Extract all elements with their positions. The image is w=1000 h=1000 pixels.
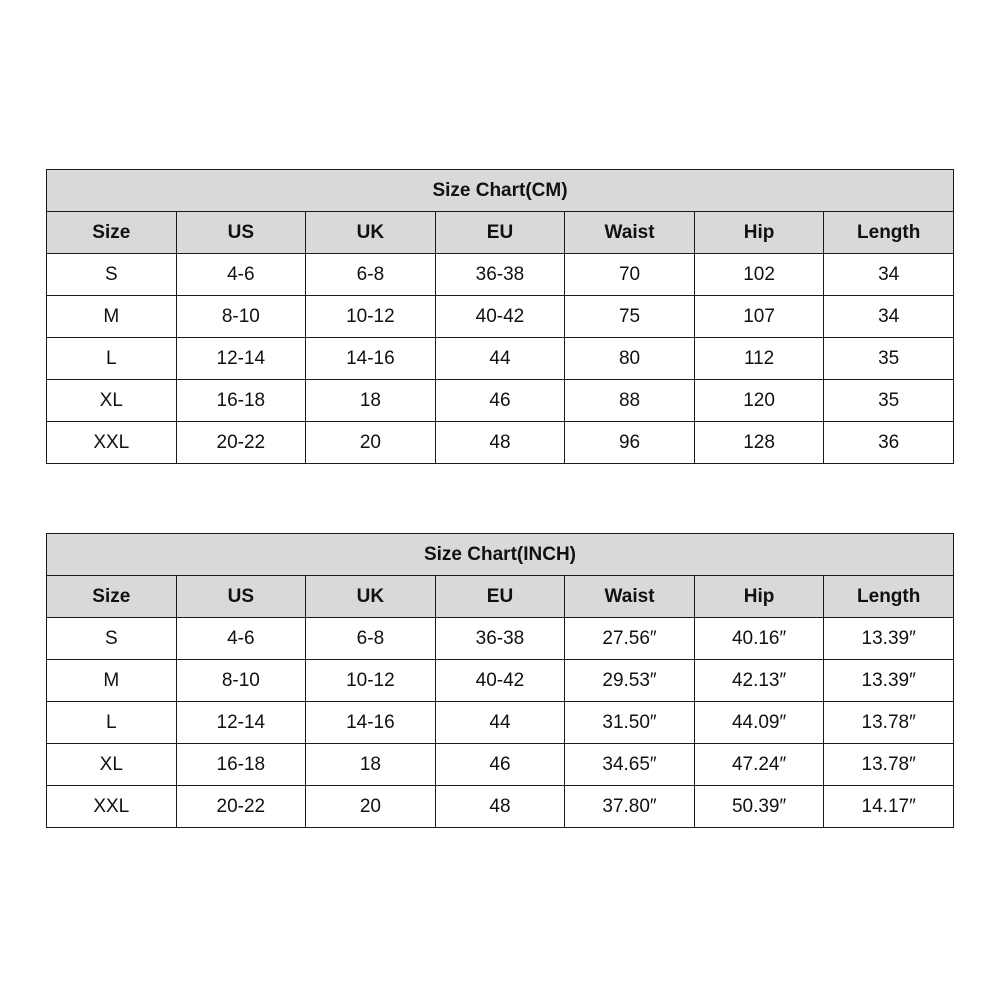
table-title: Size Chart(INCH) bbox=[47, 534, 954, 576]
table-cell-size: XXL bbox=[47, 786, 177, 828]
column-header-eu: EU bbox=[435, 212, 565, 254]
table-row bbox=[47, 422, 954, 464]
table-title-row bbox=[47, 534, 954, 576]
column-header-length: Length bbox=[824, 212, 954, 254]
table-cell-uk: 14-16 bbox=[306, 702, 436, 744]
table-cell-waist: 88 bbox=[565, 380, 695, 422]
table-header-row bbox=[47, 212, 954, 254]
column-header-uk: UK bbox=[306, 212, 436, 254]
size-chart-cm-table bbox=[46, 169, 954, 464]
table-cell-us: 16-18 bbox=[176, 380, 306, 422]
table-cell-hip: 40.16″ bbox=[694, 618, 824, 660]
table-cell-length: 13.39″ bbox=[824, 618, 954, 660]
column-header-eu: EU bbox=[435, 576, 565, 618]
table-header-row bbox=[47, 576, 954, 618]
column-header-size: Size bbox=[47, 576, 177, 618]
table-cell-us: 20-22 bbox=[176, 422, 306, 464]
table-cell-hip: 42.13″ bbox=[694, 660, 824, 702]
table-cell-waist: 70 bbox=[565, 254, 695, 296]
table-cell-size: S bbox=[47, 618, 177, 660]
column-header-hip: Hip bbox=[694, 212, 824, 254]
table-cell-waist: 80 bbox=[565, 338, 695, 380]
table-title-row bbox=[47, 170, 954, 212]
table-cell-length: 13.39″ bbox=[824, 660, 954, 702]
table-cell-uk: 18 bbox=[306, 380, 436, 422]
table-cell-waist: 27.56″ bbox=[565, 618, 695, 660]
column-header-uk: UK bbox=[306, 576, 436, 618]
table-cell-length: 36 bbox=[824, 422, 954, 464]
table-cell-hip: 128 bbox=[694, 422, 824, 464]
table-cell-eu: 36-38 bbox=[435, 254, 565, 296]
table-cell-hip: 102 bbox=[694, 254, 824, 296]
table-cell-length: 35 bbox=[824, 380, 954, 422]
table-cell-uk: 6-8 bbox=[306, 618, 436, 660]
table-cell-length: 35 bbox=[824, 338, 954, 380]
table-cell-uk: 20 bbox=[306, 422, 436, 464]
table-cell-us: 12-14 bbox=[176, 338, 306, 380]
table-cell-us: 16-18 bbox=[176, 744, 306, 786]
table-cell-length: 13.78″ bbox=[824, 744, 954, 786]
table-cell-eu: 40-42 bbox=[435, 660, 565, 702]
table-cell-waist: 75 bbox=[565, 296, 695, 338]
table-cell-waist: 37.80″ bbox=[565, 786, 695, 828]
table-cell-us: 12-14 bbox=[176, 702, 306, 744]
table-cell-size: XXL bbox=[47, 422, 177, 464]
table-cell-us: 20-22 bbox=[176, 786, 306, 828]
table-cell-eu: 36-38 bbox=[435, 618, 565, 660]
table-cell-us: 4-6 bbox=[176, 254, 306, 296]
table-cell-eu: 44 bbox=[435, 338, 565, 380]
column-header-us: US bbox=[176, 212, 306, 254]
table-cell-uk: 10-12 bbox=[306, 660, 436, 702]
table-cell-length: 14.17″ bbox=[824, 786, 954, 828]
table-cell-waist: 96 bbox=[565, 422, 695, 464]
table-cell-uk: 14-16 bbox=[306, 338, 436, 380]
table-title: Size Chart(CM) bbox=[47, 170, 954, 212]
column-header-waist: Waist bbox=[565, 212, 695, 254]
table-row bbox=[47, 702, 954, 744]
column-header-waist: Waist bbox=[565, 576, 695, 618]
table-cell-us: 8-10 bbox=[176, 660, 306, 702]
table-cell-eu: 48 bbox=[435, 422, 565, 464]
column-header-us: US bbox=[176, 576, 306, 618]
table-cell-size: M bbox=[47, 660, 177, 702]
table-cell-eu: 40-42 bbox=[435, 296, 565, 338]
table-cell-waist: 31.50″ bbox=[565, 702, 695, 744]
table-row bbox=[47, 254, 954, 296]
table-cell-hip: 47.24″ bbox=[694, 744, 824, 786]
table-cell-hip: 50.39″ bbox=[694, 786, 824, 828]
table-cell-size: XL bbox=[47, 744, 177, 786]
table-cell-length: 13.78″ bbox=[824, 702, 954, 744]
table-row bbox=[47, 380, 954, 422]
table-cell-size: XL bbox=[47, 380, 177, 422]
table-cell-uk: 6-8 bbox=[306, 254, 436, 296]
table-row bbox=[47, 296, 954, 338]
table-cell-us: 8-10 bbox=[176, 296, 306, 338]
table-cell-size: L bbox=[47, 338, 177, 380]
table-cell-eu: 44 bbox=[435, 702, 565, 744]
table-row bbox=[47, 338, 954, 380]
table-cell-length: 34 bbox=[824, 254, 954, 296]
table-cell-us: 4-6 bbox=[176, 618, 306, 660]
table-cell-size: M bbox=[47, 296, 177, 338]
table-row bbox=[47, 660, 954, 702]
table-cell-uk: 10-12 bbox=[306, 296, 436, 338]
table-cell-waist: 34.65″ bbox=[565, 744, 695, 786]
table-cell-hip: 107 bbox=[694, 296, 824, 338]
table-cell-size: S bbox=[47, 254, 177, 296]
table-row bbox=[47, 744, 954, 786]
table-cell-eu: 46 bbox=[435, 380, 565, 422]
table-cell-hip: 112 bbox=[694, 338, 824, 380]
table-cell-waist: 29.53″ bbox=[565, 660, 695, 702]
column-header-length: Length bbox=[824, 576, 954, 618]
size-chart-inch-table bbox=[46, 533, 954, 828]
column-header-size: Size bbox=[47, 212, 177, 254]
table-cell-eu: 48 bbox=[435, 786, 565, 828]
table-cell-hip: 44.09″ bbox=[694, 702, 824, 744]
table-cell-size: L bbox=[47, 702, 177, 744]
table-row bbox=[47, 786, 954, 828]
table-row bbox=[47, 618, 954, 660]
table-cell-hip: 120 bbox=[694, 380, 824, 422]
table-cell-length: 34 bbox=[824, 296, 954, 338]
column-header-hip: Hip bbox=[694, 576, 824, 618]
table-cell-eu: 46 bbox=[435, 744, 565, 786]
table-cell-uk: 20 bbox=[306, 786, 436, 828]
table-cell-uk: 18 bbox=[306, 744, 436, 786]
